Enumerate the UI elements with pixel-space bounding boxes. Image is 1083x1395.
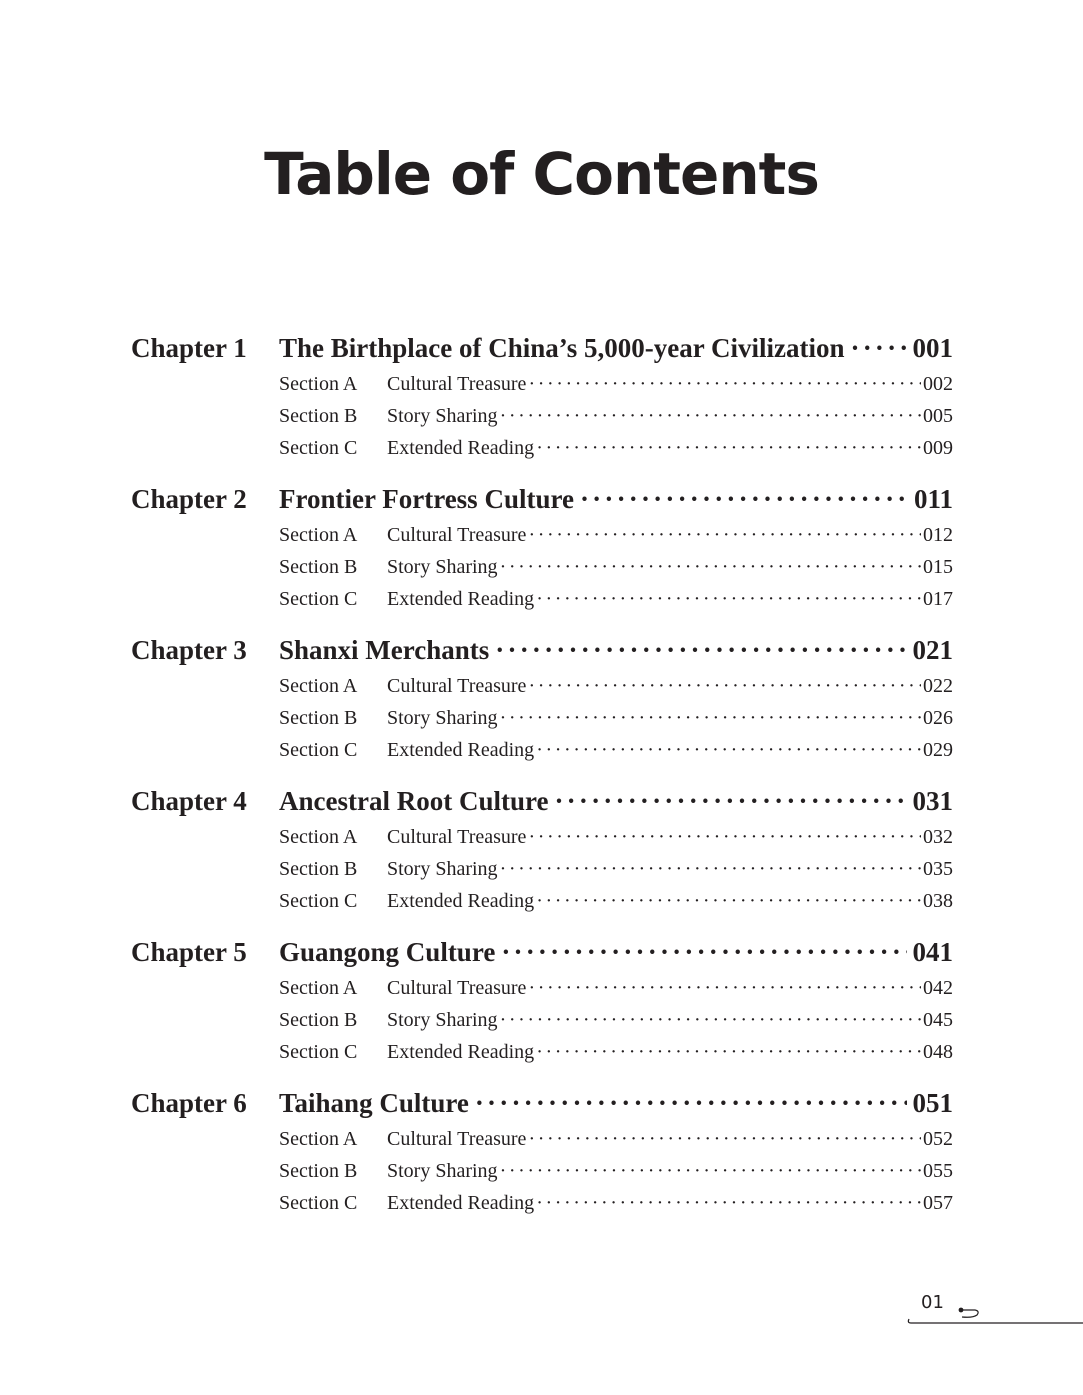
- dot-leader: [500, 1160, 921, 1183]
- chapter-page-number: 051: [912, 1088, 953, 1118]
- chapter-label: Chapter 3: [131, 635, 247, 665]
- section-label: Section A: [279, 524, 358, 546]
- dot-leader: [501, 937, 906, 968]
- section-entry[interactable]: [279, 556, 953, 588]
- section-entry[interactable]: [279, 1160, 953, 1192]
- dot-leader: [500, 1009, 921, 1032]
- section-page-number: 035: [923, 858, 953, 880]
- dot-leader: [528, 675, 921, 698]
- section-title: Story Sharing: [387, 556, 498, 578]
- section-label: Section C: [279, 1041, 358, 1063]
- chapter-title: Taihang Culture: [279, 1088, 469, 1118]
- chapter-title: Shanxi Merchants: [279, 635, 490, 665]
- section-title: Extended Reading: [387, 890, 535, 912]
- section-page-number: 032: [923, 826, 953, 848]
- section-label: Section C: [279, 890, 358, 912]
- chapter-block: [131, 333, 953, 469]
- section-entry[interactable]: [279, 675, 953, 707]
- dot-leader: [528, 826, 921, 849]
- chapter-entry[interactable]: [131, 484, 953, 524]
- section-entry[interactable]: [279, 739, 953, 771]
- dot-leader: [536, 1041, 921, 1064]
- section-title: Story Sharing: [387, 1160, 498, 1182]
- section-title: Extended Reading: [387, 1192, 535, 1214]
- section-entry[interactable]: [279, 977, 953, 1009]
- chapter-block: [131, 786, 953, 922]
- section-label: Section A: [279, 826, 358, 848]
- section-page-number: 048: [923, 1041, 953, 1063]
- section-entry[interactable]: [279, 858, 953, 890]
- section-label: Section A: [279, 675, 358, 697]
- chapter-block: [131, 635, 953, 771]
- section-label: Section C: [279, 1192, 358, 1214]
- section-title: Story Sharing: [387, 405, 498, 427]
- section-page-number: 002: [923, 373, 953, 395]
- section-label: Section B: [279, 1160, 358, 1182]
- section-page-number: 026: [923, 707, 953, 729]
- section-label: Section B: [279, 556, 358, 578]
- section-title: Story Sharing: [387, 1009, 498, 1031]
- dot-leader: [528, 977, 921, 1000]
- section-page-number: 022: [923, 675, 953, 697]
- section-title: Cultural Treasure: [387, 675, 527, 697]
- section-title: Extended Reading: [387, 588, 535, 610]
- curl-arrow-ornament-icon: [906, 1300, 1083, 1328]
- dot-leader: [500, 858, 921, 881]
- chapter-page-number: 011: [913, 484, 953, 514]
- chapter-entry[interactable]: [131, 1088, 953, 1128]
- section-label: Section B: [279, 405, 358, 427]
- chapter-page-number: 021: [912, 635, 953, 665]
- page-title: Table of Contents: [264, 140, 819, 208]
- chapter-block: [131, 937, 953, 1073]
- section-entry[interactable]: [279, 1009, 953, 1041]
- section-page-number: 057: [923, 1192, 953, 1214]
- dot-leader: [475, 1088, 907, 1119]
- section-page-number: 017: [923, 588, 953, 610]
- table-of-contents: [131, 333, 953, 1239]
- dot-leader: [580, 484, 908, 515]
- section-label: Section A: [279, 373, 358, 395]
- chapter-title: Ancestral Root Culture: [279, 786, 549, 816]
- section-entry[interactable]: [279, 1041, 953, 1073]
- chapter-entry[interactable]: [131, 937, 953, 977]
- section-page-number: 045: [923, 1009, 953, 1031]
- chapter-label: Chapter 6: [131, 1088, 247, 1118]
- chapter-label: Chapter 5: [131, 937, 247, 967]
- section-label: Section A: [279, 977, 358, 999]
- section-page-number: 012: [923, 524, 953, 546]
- chapter-label: Chapter 4: [131, 786, 247, 816]
- dot-leader: [528, 373, 921, 396]
- chapter-block: [131, 484, 953, 620]
- section-label: Section C: [279, 739, 358, 761]
- dot-leader: [536, 890, 921, 913]
- section-title: Story Sharing: [387, 707, 498, 729]
- dot-leader: [536, 739, 921, 762]
- section-page-number: 009: [923, 437, 953, 459]
- section-title: Extended Reading: [387, 437, 535, 459]
- dot-leader: [528, 1128, 921, 1151]
- section-entry[interactable]: [279, 707, 953, 739]
- section-title: Extended Reading: [387, 739, 535, 761]
- section-label: Section B: [279, 1009, 358, 1031]
- chapter-page-number: 001: [912, 333, 953, 363]
- footer-page-number: 01: [921, 1292, 944, 1313]
- section-label: Section A: [279, 1128, 358, 1150]
- section-title: Cultural Treasure: [387, 977, 527, 999]
- dot-leader: [554, 786, 906, 817]
- section-label: Section B: [279, 707, 358, 729]
- section-entry[interactable]: [279, 826, 953, 858]
- chapter-entry[interactable]: [131, 333, 953, 373]
- section-entry[interactable]: [279, 524, 953, 556]
- section-entry[interactable]: [279, 890, 953, 922]
- dot-leader: [850, 333, 906, 364]
- dot-leader: [536, 437, 921, 460]
- dot-leader: [495, 635, 906, 666]
- chapter-title: The Birthplace of China’s 5,000-year Civilization: [279, 333, 845, 363]
- chapter-label: Chapter 2: [131, 484, 247, 514]
- section-page-number: 055: [923, 1160, 953, 1182]
- section-page-number: 029: [923, 739, 953, 761]
- chapter-title: Frontier Fortress Culture: [279, 484, 574, 514]
- section-label: Section C: [279, 588, 358, 610]
- section-entry[interactable]: [279, 1128, 953, 1160]
- chapter-label: Chapter 1: [131, 333, 247, 363]
- chapter-title: Guangong Culture: [279, 937, 496, 967]
- chapter-page-number: 041: [912, 937, 953, 967]
- dot-leader: [528, 524, 921, 547]
- section-entry[interactable]: [279, 437, 953, 469]
- section-page-number: 042: [923, 977, 953, 999]
- section-entry[interactable]: [279, 373, 953, 405]
- section-label: Section B: [279, 858, 358, 880]
- dot-leader: [500, 707, 921, 730]
- section-page-number: 052: [923, 1128, 953, 1150]
- section-page-number: 038: [923, 890, 953, 912]
- section-page-number: 015: [923, 556, 953, 578]
- dot-leader: [500, 556, 921, 579]
- section-entry[interactable]: [279, 405, 953, 437]
- section-label: Section C: [279, 437, 358, 459]
- section-entry[interactable]: [279, 1192, 953, 1224]
- dot-leader: [536, 588, 921, 611]
- section-page-number: 005: [923, 405, 953, 427]
- dot-leader: [500, 405, 921, 428]
- section-title: Extended Reading: [387, 1041, 535, 1063]
- section-title: Cultural Treasure: [387, 373, 527, 395]
- chapter-entry[interactable]: [131, 786, 953, 826]
- section-entry[interactable]: [279, 588, 953, 620]
- chapter-page-number: 031: [912, 786, 953, 816]
- section-title: Cultural Treasure: [387, 524, 527, 546]
- chapter-block: [131, 1088, 953, 1224]
- section-title: Cultural Treasure: [387, 826, 527, 848]
- section-title: Cultural Treasure: [387, 1128, 527, 1150]
- section-title: Story Sharing: [387, 858, 498, 880]
- chapter-entry[interactable]: [131, 635, 953, 675]
- dot-leader: [536, 1192, 921, 1215]
